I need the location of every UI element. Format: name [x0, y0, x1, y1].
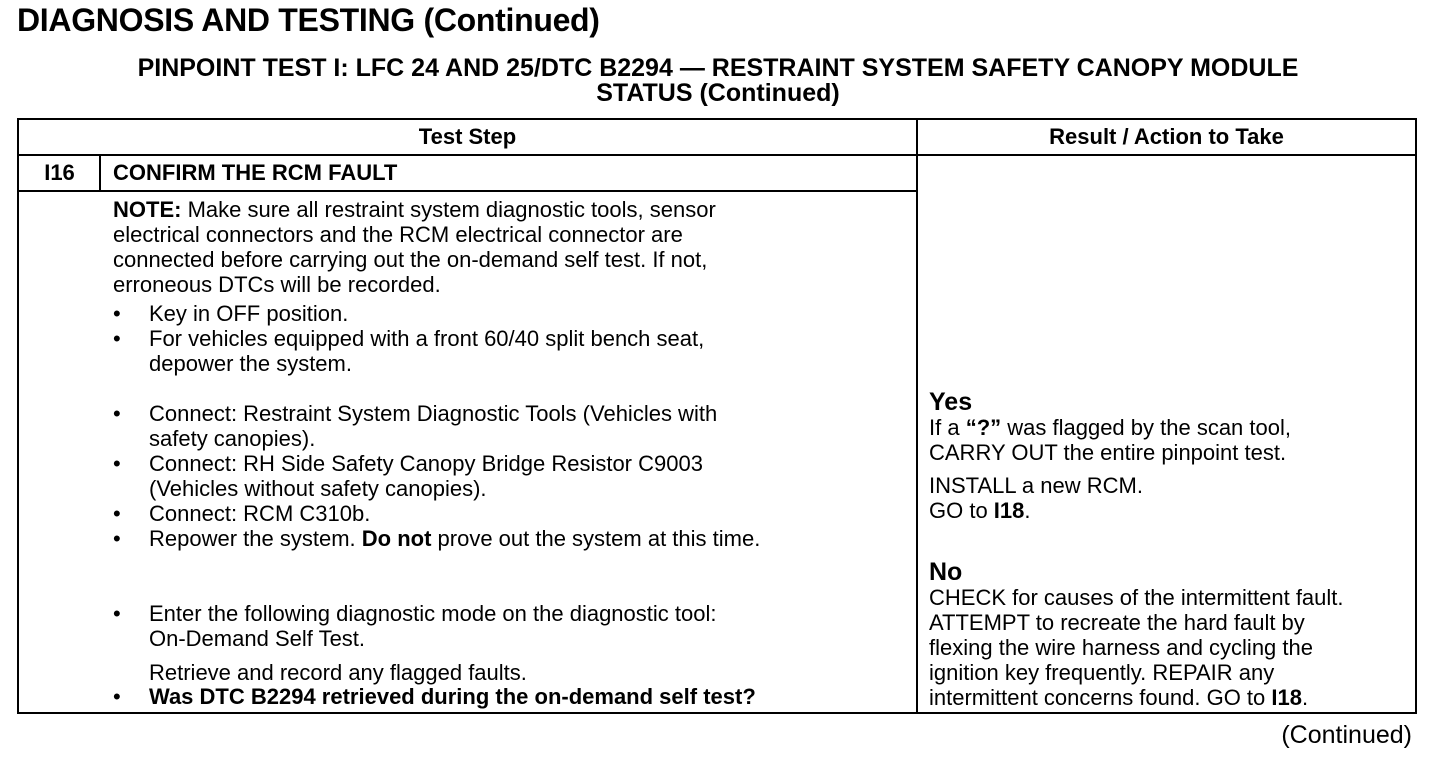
result-yes-line: [929, 415, 1291, 440]
column-header-test-step: Test Step: [418, 124, 517, 149]
continued-label: (Continued): [1281, 721, 1412, 749]
bullet-icon: •: [113, 326, 121, 351]
repower-text: Repower the system.: [149, 526, 362, 551]
result-yes-line: INSTALL a new RCM.: [929, 473, 1143, 498]
result-yes-line: [929, 498, 1291, 523]
bullet-text: Connect: RCM C310b.: [149, 501, 371, 526]
result-yes-line: CARRY OUT the entire pinpoint test.: [929, 440, 1287, 465]
result-text: .: [1024, 498, 1031, 523]
result-text: was flagged by the scan tool,: [1001, 415, 1291, 440]
bullet-group-1: [113, 301, 704, 376]
bullet-item-connect-rcm: [113, 501, 760, 526]
pinpoint-test-title-line-1: PINPOINT TEST I: LFC 24 AND 25/DTC B2294 — RESTRAINT SYSTEM SAFETY CANOPY MODULE: [137, 54, 1299, 82]
bullet-item-depower: [113, 326, 704, 376]
note-text: Make sure all restraint system diagnostic tools, sensor: [181, 197, 716, 222]
bullet-text: Enter the following diagnostic mode on the diagnostic tool:: [149, 601, 717, 626]
bullet-icon: •: [113, 526, 121, 551]
bullet-icon: •: [113, 301, 121, 326]
column-header-result: Result / Action to Take: [1049, 124, 1284, 149]
result-no-line: [929, 685, 1344, 710]
bullet-item-question: [113, 684, 756, 709]
bullet-text: Key in OFF position.: [149, 301, 349, 326]
result-yes-heading: Yes: [929, 388, 973, 416]
repower-text: prove out the system at this time.: [431, 526, 761, 551]
bullet-text: [149, 526, 760, 551]
bullet-icon: •: [113, 401, 121, 426]
bullet-item-key-off: [113, 301, 704, 326]
result-no-line: CHECK for causes of the intermittent fault.: [929, 585, 1344, 610]
bullet-text: (Vehicles without safety canopies).: [149, 476, 487, 501]
bullet-icon: •: [113, 684, 121, 709]
bullet-icon: •: [113, 501, 121, 526]
result-no: [929, 559, 1344, 710]
bullet-text: Connect: RH Side Safety Canopy Bridge Resistor C9003: [149, 451, 703, 476]
retrieve-instruction: Retrieve and record any flagged faults.: [149, 660, 527, 685]
result-no-line: ATTEMPT to recreate the hard fault by: [929, 610, 1305, 635]
result-no-heading: No: [929, 558, 963, 586]
step-title: CONFIRM THE RCM FAULT: [113, 160, 398, 185]
bullet-text: Connect: Restraint System Diagnostic Tools (Vehicles with: [149, 401, 718, 426]
bullet-group-2: [113, 401, 760, 551]
table-column-divider: [916, 118, 918, 714]
bullet-item-connect-tools: [113, 401, 760, 451]
note-line: [113, 197, 716, 222]
note-label: NOTE:: [113, 197, 182, 222]
bullet-icon: •: [113, 451, 121, 476]
step-title-rule: [17, 190, 918, 192]
result-no-line: flexing the wire harness and cycling the: [929, 635, 1313, 660]
step-id: I16: [44, 160, 75, 185]
bullet-text: For vehicles equipped with a front 60/40 split bench seat,: [149, 326, 705, 351]
bullet-icon: •: [113, 601, 121, 626]
result-text: .: [1301, 685, 1309, 710]
bullet-item-enter-mode: [113, 601, 716, 651]
bullet-group-4: [113, 684, 756, 709]
bullet-group-3: [113, 601, 716, 651]
bullet-item-repower: [113, 526, 760, 551]
result-text: intermittent concerns found. GO to: [929, 685, 1272, 710]
bullet-text: safety canopies).: [149, 426, 316, 451]
note-line: erroneous DTCs will be recorded.: [113, 272, 441, 297]
step-reference: I18: [993, 498, 1025, 523]
page-title: DIAGNOSIS AND TESTING (Continued): [17, 2, 600, 38]
bullet-item-connect-resistor: [113, 451, 760, 501]
note-block: [113, 197, 716, 297]
result-text: If a: [929, 415, 966, 440]
result-text: GO to: [929, 498, 994, 523]
result-no-line: ignition key frequently. REPAIR any: [929, 660, 1275, 685]
pinpoint-test-title-line-2: STATUS (Continued): [596, 79, 840, 107]
note-line: connected before carrying out the on-demand self test. If not,: [113, 247, 708, 272]
step-reference: I18: [1271, 685, 1302, 710]
note-line: electrical connectors and the RCM electrical connector are: [113, 222, 683, 247]
pinpoint-test-title: [17, 56, 1419, 106]
bullet-text: depower the system.: [149, 351, 352, 376]
result-yes: [929, 389, 1291, 523]
bullet-text: On-Demand Self Test.: [149, 626, 366, 651]
question-mark-flag: “?”: [965, 415, 1002, 440]
test-question: Was DTC B2294 retrieved during the on-demand self test?: [149, 684, 756, 709]
do-not-emphasis: Do not: [361, 526, 432, 551]
